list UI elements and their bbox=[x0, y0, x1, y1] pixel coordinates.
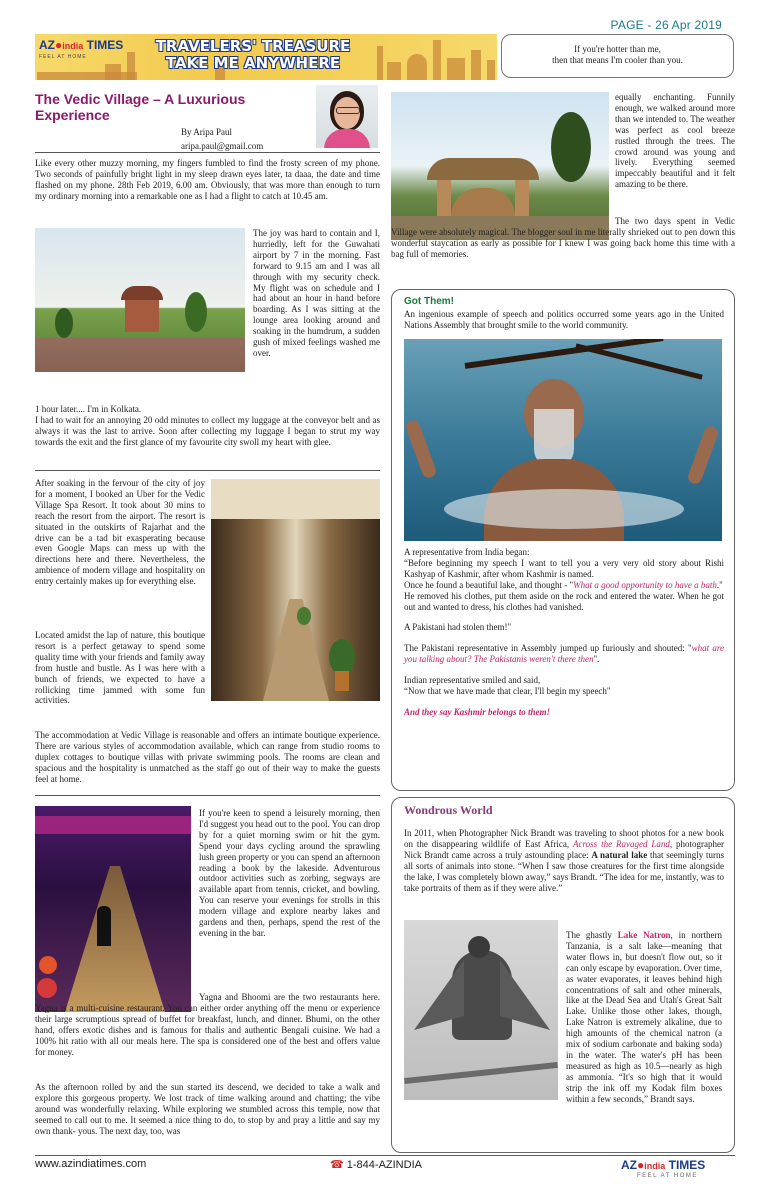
footer-website-link[interactable]: www.azindiatimes.com bbox=[35, 1158, 147, 1170]
footer-phone[interactable]: ☎ 1-844-AZINDIA bbox=[330, 1159, 422, 1171]
article-title: The Vedic Village – A Luxurious Experience bbox=[35, 91, 246, 123]
paragraph-afternoon: As the afternoon rolled by and the sun started its descend, we decided to take a walk and explore this gorgeous property. We lost track of time walking around and chatting; the vibe around was wonderfully relaxing. While exploring we stumbled across this temple, now that seemed to call out to me. It seemed a nice thing to do, to stop by and pray a little and say my own thank- yous. The next day, too, was bbox=[35, 1082, 380, 1136]
paragraph-leisure: If you're keen to spend a leisurely morning, then I'd suggest you head out to the pool. You can drop by for a quiet morning swim or hit the gym. Spend your days cycling around the sprawling lush green property or you can spend an afternoon reading a book by the lakeside. Adventurous outdoor activities such as zorbing, segways are available apart from tennis, cricket, and bowling. You can reserve your evenings for strolls in this modern village and explore nearby lakes and gardens and then, perhaps, spend the rest of the evening in the bar. bbox=[199, 808, 380, 938]
footer-tagline: FEEL AT HOME bbox=[637, 1173, 698, 1179]
divider bbox=[35, 152, 380, 153]
got-them-story: A representative from India began: “Before beginning my speech I want to tell you a very very old story about Rishi Kashyap of Kashmir, after whom Kashmir is named. Once he found a beautiful lake, and thought - "What a good opportunity to have a bath." He removed his clothes, put them aside on the rock and entered the water. When he got out and wanted to dress, his clothes had vanished. A Pakistani had stolen them!" The Pakistani representative in Assembly jumped up furiously and shouted: "what are you talking about? The Pakistanis weren't there then". Indian representative smiled and said, “Now that we have made that clear, I'll begin my speech" And they say Kashmir belongs to them! bbox=[404, 547, 724, 717]
corridor-photo bbox=[211, 479, 380, 701]
calcified-bird-photo bbox=[404, 920, 558, 1100]
got-them-title: Got Them! bbox=[404, 296, 454, 307]
phone-icon: ☎ bbox=[330, 1159, 344, 1171]
paragraph-two-days: The two days spent in Vedic Village were absolutely magical. The blogger soul in me literally shrieked out to pen down this wonderful staycation as early as possible for I knew I was going back home this time with a bag full of memories. bbox=[391, 216, 735, 259]
divider bbox=[35, 795, 380, 796]
divider bbox=[35, 470, 380, 471]
got-them-intro: An ingenious example of speech and politics occurred some years ago in the United Nations Assembly that brought smile to the world community. bbox=[404, 309, 724, 330]
banner-logo: AZ●india TIMES bbox=[39, 38, 124, 52]
page-label: PAGE - 26 Apr 2019 bbox=[610, 18, 722, 32]
paragraph-located: Located amidst the lap of nature, this boutique resort is a perfect getaway to spend some quality time with your friends and family away from hustle and bustle. As I was here with a bunch of friends, we expected to have a rollicking time jammed with some fun activities. bbox=[35, 630, 205, 706]
paragraph-restaurants: Yagna and Bhoomi are the two restaurants here. Yagna is a multi-cuisine restaurant. You can either order anything off the menu or experience their large scrumptious spread of buffet for breakfast, lunch, and dinner. Bhumi, on the other hand, offers exotic dishes and is famous for thalis and authentic Bengali cuisine. We had a 100% hit ratio with all our meals here. The spa is considered one of the best and offers value for money. bbox=[35, 992, 380, 1057]
bowling-alley-photo bbox=[35, 806, 191, 1012]
author-photo bbox=[316, 85, 378, 148]
paragraph-continued: equally enchanting. Funnily enough, we walked around more than we intended to. The weather was perfect as cool breeze rustled through the trees. The crowd around was young and lively. Everything seemed impeccably beautiful and it felt amazing to be there. bbox=[615, 92, 735, 190]
paragraph-uber: After soaking in the fervour of the city of joy for a moment, I booked an Uber for the Vedic Village Spa Resort. It took about 30 mins to reach the resort from the airport. The resort is situated in the outskirts of Rajarhat and the drive can be a tad bit exasperating because even Google Maps can mess up with the directions here and there. Nevertheless, the ambience of modern village and hospitality on entry certainly makes up for everything else. bbox=[35, 478, 205, 587]
paragraph-intro: Like every other muzzy morning, my fingers fumbled to find the frosty screen of my phone. Two seconds of painfully bright light in my sleep drawn eyes later, ta daaa, the date and time flashed on my phone. 28th Feb 2019, 6.00 am. Obviously, that was more than enough to turn my ordinary morning into a remarkable one as I had a flight to catch at 10.45 am. bbox=[35, 158, 380, 201]
paragraph-accommodation: The accommodation at Vedic Village is reasonable and offers an intimate boutique experience. There are various styles of accommodation available, which can range from studio rooms to duplex cottages to boutique villas with private swimming pools. The rooms are clean and spacious and the hospitality is unmatched as the staff go out of their way to make the guests feel at home. bbox=[35, 730, 380, 784]
author-email: aripa.paul@gmail.com bbox=[181, 141, 264, 151]
got-them-punchline: And they say Kashmir belongs to them! bbox=[404, 706, 551, 717]
wondrous-world-title: Wondrous World bbox=[404, 803, 493, 817]
wondrous-paragraph-1: In 2011, when Photographer Nick Brandt was traveling to shoot photos for a new book on the disappearing wildlife of East Africa, Across the Ravaged Land, photographer Nick Brandt came across a truly astounding place: A natural lake that seemingly turns all sorts of animals into stone. “When I saw those creatures for the first time alongside the lake, I was completely blown away,” says Brandt. “The idea for me, instantly, was to take portraits of them as if they were alive.” bbox=[404, 828, 725, 893]
banner bbox=[35, 34, 497, 80]
paragraph-luggage: I had to wait for an annoying 20 odd minutes to collect my luggage at the conveyor belt and as always it was the last to arrive. Soon after collecting my luggage I began to strut my way towards the exit and the first glance of my favourite city swoll my heart with glee. bbox=[35, 415, 380, 447]
banner-title: TRAVELERS' TREASURE TAKE ME ANYWHERE bbox=[155, 37, 351, 72]
paragraph-joy: The joy was hard to contain and I, hurriedly, left for the Guwahati airport by 7 in the morning. Fast forward to 9.15 am and I was all through with my security check. My flight was on schedule and I had about an hour in hand before boarding. As I was sitting at the lounge area looking around and soaking in the humdrum, a sudden gush of mixed feelings washed me over. bbox=[253, 228, 380, 358]
banner-tagline: FEEL AT HOME bbox=[39, 54, 87, 60]
paragraph-kolkata: 1 hour later.... I'm in Kolkata. bbox=[35, 404, 142, 414]
holy-man-splash-photo bbox=[404, 339, 722, 541]
footer-divider bbox=[35, 1155, 735, 1156]
footer-logo: AZ●india TIMES bbox=[621, 1158, 706, 1172]
resort-garden-photo bbox=[35, 228, 245, 372]
quote-box: If you're hotter than me, then that means I'm cooler than you. bbox=[501, 34, 734, 78]
wondrous-paragraph-2: The ghastly Lake Natron, in northern Tanzania, is a salt lake—meaning that water flows in, but doesn't flow out, so it can only escape by evaporation. Over time, as water evaporates, it leaves behind high concentrations of salt and other minerals, like at the Dead Sea and Utah's Great Salt Lake. Unlike those other lakes, though, Lake Natron is extremely alkaline, due to high amounts of the chemical natron (a mix of sodium carbonate and baking soda) in the water. The water's pH has been measured as high as 10.5—nearly as high as ammonia. “It's so high that it would strip the ink off my Kodak film boxes within a few seconds,” Brandt says. bbox=[566, 930, 722, 1104]
byline: By Aripa Paul aripa.paul@gmail.com bbox=[181, 127, 264, 151]
